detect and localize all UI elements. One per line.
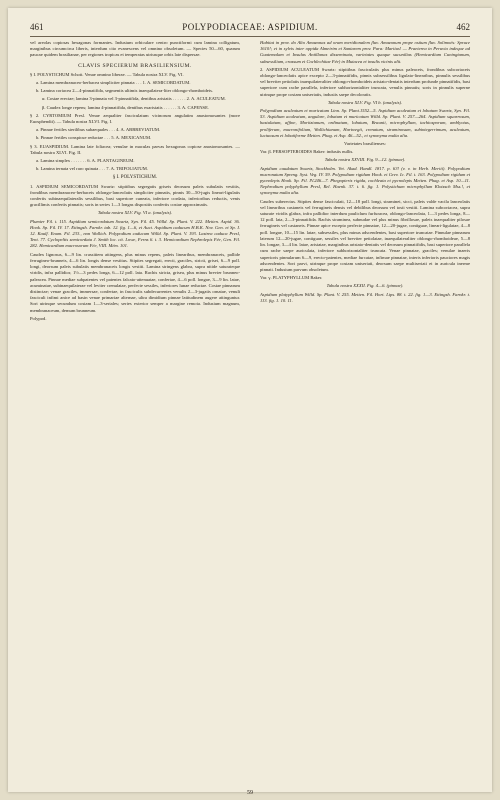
synonymy: Polypodium aculeatum et muricatum Linn. Sp. Plant.1552—5. Aspidium aculeatum et lobatum Swartz, Syn. Fil. 53. Aspidium aculeatum, angulare, lobatum et muricatum Willd. Sp. Plant. V. 257—264. Aspidium squarrosum, hastulatum, affine, Moritzianum, ordinatum, lobatum, Braunii, microphyllum, tachiosporum, amblyotus, proliferum, mucronifolium, Wallichianum, Hartwegii, crenatum, straminosum, subintegerrimum, aculeatum, luctuosum et lobatiforme Metten. Phag. et Asp. 46—52., et synonyma multa alia. xyxy=(260,108,470,138)
key-line: α. Costae erectae; lamina 3-pinnata vel 3-pinnatifida, dentibus aristatis . . . . . . 2. A. ACULEATUM. xyxy=(42,96,226,102)
key-line: β. Caudex longe repens; lamina 4-pinnatifida, dentibus exaristatis . . . . . . 3. A. CAPENSE. xyxy=(42,104,210,110)
variety-name: Var. β. PERSOPTEROIDES Baker: indusiis nullis. xyxy=(260,149,354,155)
varieties-heading: Varietates brasilienses: xyxy=(344,141,386,147)
plate-reference: Tabula nostra XXXII. Fig. 4—6. (pinnae). xyxy=(326,283,404,289)
key-line: a. Lamina simplex . . . . . . . 6. A. PLANTAGINEUM. xyxy=(36,158,135,164)
key-line: § 2. CYRTOMIUM Presl. Venae aequaliter fasciculatum vicinorum angulatim anastomosantes (more Euosphendii). — Tabula nostra XLVI. Fig. I. xyxy=(30,112,240,125)
key-line: a. Lamina membranaceo-herbacea simpliciter pinnata . . . 1. A. SEMICORDATUM. xyxy=(36,80,191,86)
book-page xyxy=(8,8,492,796)
variety-name: Var. γ. PLATYPHYLLUM Baker. xyxy=(260,275,323,281)
right-column xyxy=(260,40,470,306)
species-description: Caudex suberectus. Stipites dense fasciculati, 12—18 poll. longi, straminei, sicci, paleis valde vacila lanceolatis vel linearibus castaneis vel ferrugineis densis vel debilibus deorsum vel tosti vestiti. Lamina subcoriacea, supra saturate viridis glabra, infra pallidior interdum pauliclum furfuracea, oblongo-lanceolata, 1—3 pedes longa, 8—12 poll. lata, 2—3-pinnatifida. Rachis straminea, subnudae vel plus minus fibrillosae, paleis inaequaliter pilosae ferrugineis vel castaneis. Pinnae apice excepto perfecte pinnatae, 12—20-jugae, contiguae, lineari-ligulatae, 4—8 poll. longae, 10—15 lin. latae, subsessiles, plus minus adscendentes, basi superiore truncatae. Pinnulae pinnarum laterum 12—20-jugae, contiguae, sessiles vel breviter petiolatae, inaequilateraliter oblongo-rhomboideae, 5—8 lin. longae, 3—4 lin. latae, aristatae, marginibus aristato-dentatis vel deorsum pinnatifidis, basi superiore parallela cum rache saepe auriculata, inferiore subhorizontaliter truncata. Venae pinnatae, graciles; venulae inaeris superioris pinnularum 6—9, erecto-patentes, mediae furcatae, infimae pinnatae, interis inferioris pauciores magis adscendentes. Sori parvi, utrinque prope costam uniseriati, deorsum saepe multiseriati et in auricula inerme pinnati. Indusium parvum obsoletum. xyxy=(260,198,470,272)
section-heading: § I. POLYSTICHUM. xyxy=(112,175,158,181)
left-column xyxy=(30,40,240,324)
habitat-note: Habitat in prov. do Alto Amazonas ad oram meridionalem fluv. Amazonum prope ostium fluv. Solimoës: Spruce 1610!; et in sylvis inter oppida Almeirim et Santarem prov. Para: Martius! — Praeterea in Peruvia indeque ad Guatemalam et Insulas Antillanas disseminata, varietates quaque sucunilias (Hemicardium Cuningianum, subsessilium, crassum et Cochlechitae Fée) in Mutacea et insulis vicinis alit. xyxy=(260,40,470,64)
running-header xyxy=(30,22,470,36)
key-line: a. Pinnae fertiles sterilibus subaequales . . . 4. A. ABBREVIATUM. xyxy=(36,127,161,133)
synonymy: Aspidium platyphyllum Willd. Sp. Plant. V. 255. Metten. Fil. Hort. Lips. 88. t. 22. fig. 1—3. Ettingsh. Farnkr. t. 113. fig. 1. 10. 11. xyxy=(260,291,470,303)
running-title: POLYPODIACEAE: ASPIDIUM. xyxy=(182,22,318,32)
plate-reference: Tabula nostra XXVIII. Fig. 9—12. (pinnae). xyxy=(324,157,406,163)
synonymy: Aspidium caudatum Swartz, Stockholm. Vet. Akad. Handl. 1817. p. 63! (v. v. in Herb. Mertii). Polypodium mucronatum Spreng. Syst. Veg. IV. 59. Polypodium rigidum Hook. et Grev. Ic. Fil. t. 163. Polypodium rigidum et pycnolepis Hook. Sp. Fil. IV.246—7. Phegopteris rigida, cochleata et pycnolepis Metten. Phag. et Asp. 10—11. Nephrodium polyphyllum Presl, Rel. Haenk. 37. t. 6. fig. 1. Polystichum microphyllum Klotzsch Mss.!, et synonyma multa alia. xyxy=(260,165,470,196)
plate-reference: Tabula nostra XLV. Fig. VI b. (analysis). xyxy=(327,99,403,105)
key-line: b. Lamina ternata vel raro quinata . . . 7. A. TRIFOLIATUM. xyxy=(36,166,148,172)
clavis-heading: CLAVIS SPECIERUM BRASILIENSIUM. xyxy=(78,62,192,69)
signature-number: 59 xyxy=(247,790,253,796)
right-page-number: 462 xyxy=(456,22,470,32)
header-rule xyxy=(30,36,470,37)
key-line: § I. POLYSTICHUM Schott. Venae omnino liberae. — Tabula nostra XLV. Fig. VI. xyxy=(30,71,184,77)
catchword: Polypod. xyxy=(30,315,47,321)
synonymy: Plumier Fil. t. 115. Aspidium semicordatum Swartz, Syn. Fil. 45. Willd. Sp. Plant. V. 222. Metten. Aspid. 36. Hook. Sp. Fil. IV. 17. Ettingsh. Farnkr. tab. 12. fig. 1—6, et Auct. Aspidium caducum H.B.K. Nov. Gen. et Sp. I. 12. Kaulf. Enum. Fil. 233., non Wallich. Polypodium caducum Willd. Sp. Plant. V. 193. Lastrea caduca Presl, Tent. 77. Cyclopeltis semicordata J. Smith loc. cit. Lowe, Ferns 6. t. 3. Hemicardium Nephrolepis Fée, Gen. Fil. 282. Hemicardium macrosorum Fée, VIII. Mém. 101. xyxy=(30,218,240,249)
species-diagnosis: 1. ASPIDIUM SEMICORDATUM Swartz: stipitibus segregatis griseis deorsum paleis subulatis vestitis, frondibus membranaceo-herbaceis oblongo-lanceolatis simpliciter pinnatis, pinnis 30—50-jugis lineari-ligulatis confertis subinaequilateralis sessilibus, basi superiore cuneata, inferiore cordata, inferioribus reductis, venis gracillimis confertis pinnatis; soris in series 1—3 longas dispositis confertis costae approximatis. xyxy=(30,183,240,208)
left-page-number: 461 xyxy=(30,22,44,32)
plate-reference: Tabula nostra XLV. Fig. VI a. (analysis). xyxy=(97,210,173,216)
key-line: b. Pinnae fertiles conspicue reductae . . . 5. A. MEXICANUM. xyxy=(36,135,152,141)
key-line: § 3. EUASPIDIUM. Lamina late foliacea; venulae in maculas parvas hexagonas copiose anastomosantes. — Tabula nostra XLVI. Fig. II. xyxy=(30,143,240,155)
species-diagnosis: 2. ASPIDIUM ACULEATUM Swartz: stipitibus fasciculatis plus minus paleaceis, frondibus subcoriaceis oblongo-lanceolatis apice excepto 2—3-pinnatifidis, pinnis subsessilibus ligulato-linearibus, pinnulis sessilibus vel breviter petiolatis inaequilateraliter oblongo-rhomboideis aristato-dentatis interdum profunde pinnatifidis, basi superiore cum rache parallela, inferiore subhorizontaliter truncata, venulis pinnatis; soris in pinnulis superne utrinque prope costam uniseriatis, indusiis saepe decoloratis. xyxy=(260,66,470,97)
genus-description-end: vel areolas copiosas hexagonas formantes. Indusium orbiculare centro punctiformi cum lamina colligatum, marginibus circumcirca liberis, interdum cito evanescens vel omnino obsoletum. — Species 50—60, quarum paucae quidem brasilianae, per regiones tropicas et temperatas utriusque orbis late dispersae. xyxy=(30,40,240,58)
species-description: Caudex lignosus, 6—9 lin. crassitiem attingens, plus minus repens, paleis linearibus, membranaceis, pallide ferrugineo-brunneis, 4—6 lin. longis dense vestitus. Stipites segregati, erecti, graciles, stricti, grisei, 6—9 poll. longi, deorsum paleis subulatis membranaceis longis vestiti. Lamina stringens glabra, supra nitide saturateque viridis, infra pallidior, 1½—3 pedes longa, 6—12 poll. lata. Rachis stricta, grisea, plus minus brevier brunneo-paleacea. Pinnae mediae subpatentes vel patentes falcato-attenuatae, confertae, 4—6 poll. longae, 3—9 lin. latae, acuminatae, subinaequilaterae vel leviter crenulatae, perfecte sessiles, inferiores lunae reductae. Costae pinnarum distinctae; venae graciles, immersae, confertae, in fasciculis subdecurrentes venulis 2—3-jugatis ornatae, venuli fasciculi infimi anice ad basin venae primariae alternae, ultra dimidium pinnae latitudinem augere attinguntur. Sori utrinque secundum costam 1—3-seriales; series exterior semper a margine remota. Indusium magnum, membranaceum, demum brunneum. xyxy=(30,251,240,313)
key-line: b. Lamina coriacea 2—4-pinnatifida, segmentis ultimis inaequilatera-liter oblongo-rhomboideis. xyxy=(36,88,214,94)
